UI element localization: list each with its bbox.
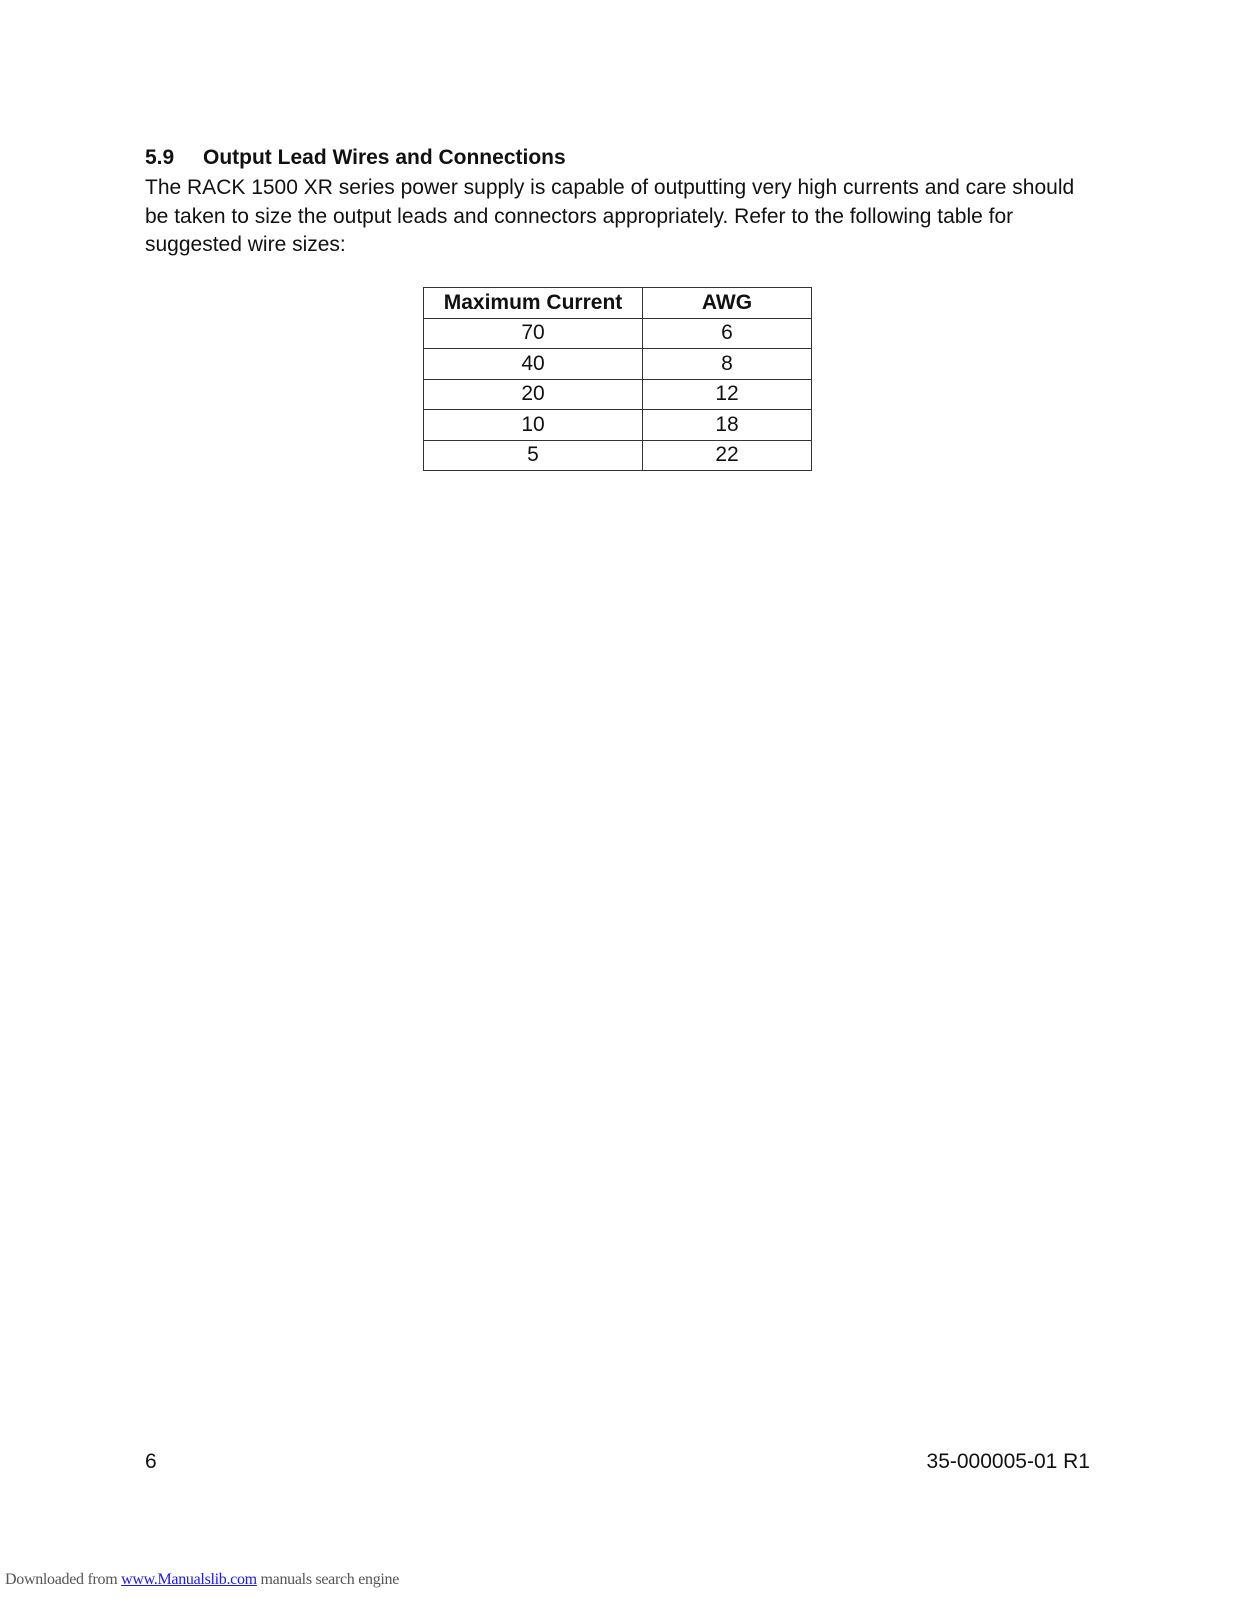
cell-current: 5: [424, 440, 643, 471]
manualslib-link[interactable]: www.Manualslib.com: [121, 1571, 257, 1588]
cell-awg: 8: [643, 349, 812, 380]
cell-awg: 12: [643, 379, 812, 410]
cell-current: 70: [424, 318, 643, 349]
section-title: Output Lead Wires and Connections: [203, 146, 566, 169]
section-body-text: The RACK 1500 XR series power supply is capable of outputting very high currents and care should be taken to size the output leads and connectors appropriately. Refer to the following table for suggested wire sizes:: [145, 176, 1075, 256]
section-number: 5.9: [145, 146, 175, 169]
cell-current: 20: [424, 379, 643, 410]
table-row: [424, 379, 812, 410]
header-max-current: Maximum Current: [424, 288, 643, 319]
table-row: [424, 349, 812, 380]
footer-prefix: Downloaded from: [5, 1571, 122, 1588]
footer-suffix: manuals search engine: [256, 1571, 400, 1588]
table-row: [424, 440, 812, 471]
header-awg: AWG: [643, 288, 812, 319]
cell-awg: 18: [643, 410, 812, 441]
table-header-row: [424, 288, 812, 319]
page-number: 6: [145, 1450, 157, 1473]
cell-awg: 6: [643, 318, 812, 349]
cell-current: 10: [424, 410, 643, 441]
document-id: 35-000005-01 R1: [926, 1450, 1090, 1473]
cell-awg: 22: [643, 440, 812, 471]
section-heading: [145, 146, 566, 170]
wire-size-table: [423, 287, 812, 471]
download-footer: [5, 1571, 399, 1589]
table-row: [424, 318, 812, 349]
cell-current: 40: [424, 349, 643, 380]
table-row: [424, 410, 812, 441]
